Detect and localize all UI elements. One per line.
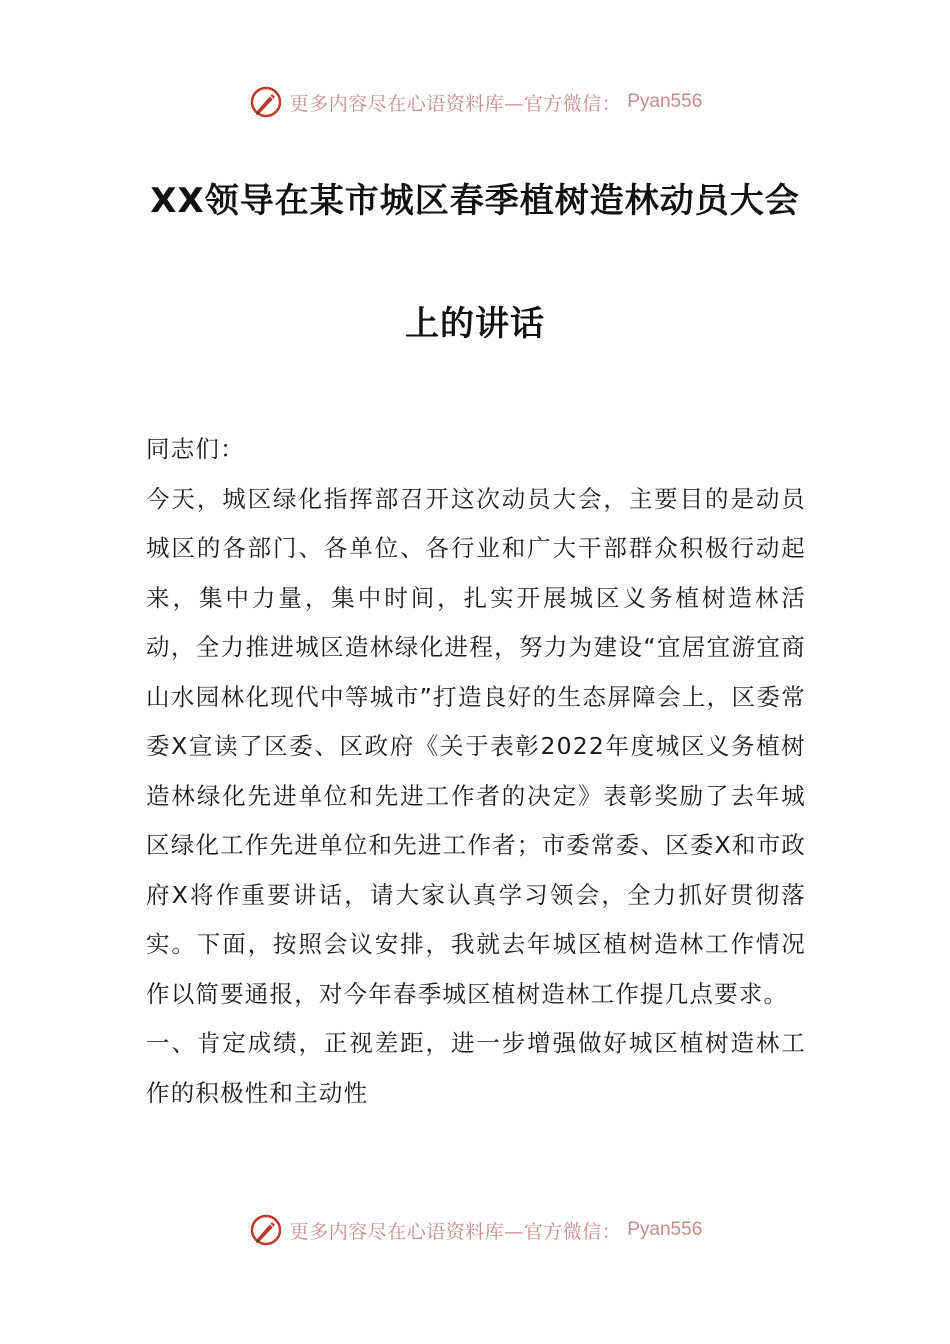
watermark-wechat-id: Pyan556 [627,91,703,112]
document-title-line2: 上的讲话 [405,304,545,344]
document-title-line1: XX领导在某市城区春季植树造林动员大会 [150,181,800,221]
watermark-banner-top [0,82,950,122]
pen-logo-icon [248,84,284,120]
watermark-text: 更多内容尽在心语资料库—官方微信： [289,92,622,115]
watermark-wechat-id: Pyan556 [627,1219,703,1240]
salutation: 同志们： [146,435,245,463]
body-paragraph: 今天，城区绿化指挥部召开这次动员大会，主要目的是动员城区的各部门、各单位、各行业和广大干部群众积极行动起来，集中力量，集中时间，扎实开展城区义务植树造林活动，全力推进城区造林绿化进程，努力为建设“宜居宜游宜商山水园林化现代中等城市”打造良好的生态屏障会上，区委常委X宣读了区委、区政府《关于表彰2022年度城区义务植树造林绿化先进单位和先进工作者的决定》表彰奖励了去年城区绿化工作先进单位和先进工作者；市委常委、区委X和市政府X将作重要讲话，请大家认真学习领会，全力抓好贯彻落实。下面，按照会议安排，我就去年城区植树造林工作情况作以简要通报，对今年春季城区植树造林工作提几点要求。 [146,484,806,1008]
document-body [146,425,806,1118]
watermark-text: 更多内容尽在心语资料库—官方微信： [289,1220,622,1243]
section-heading: 一、肯定成绩，正视差距，进一步增强做好城区植树造林工作的积极性和主动性 [146,1029,806,1107]
pen-logo-icon [248,1212,284,1248]
watermark-banner-bottom [0,1210,950,1250]
